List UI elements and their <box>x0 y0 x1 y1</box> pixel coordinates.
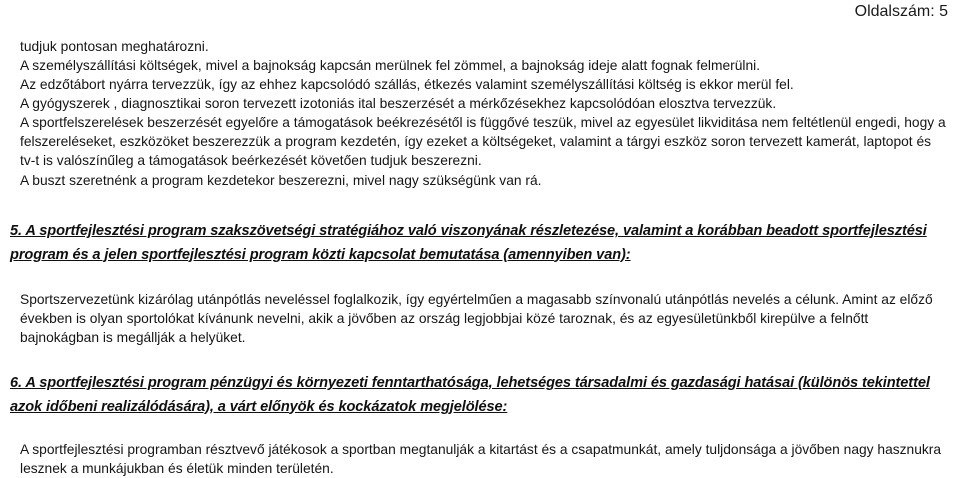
paragraph-bus: A buszt szeretnénk a program kezdetekor beszerezni, mivel nagy szükségünk van rá. <box>20 173 542 188</box>
paragraph-continuation: tudjuk pontosan meghatározni. <box>20 39 209 54</box>
section-6-body: A sportfejlesztési programban résztvevő játékosok a sportban megtanulják a kitartást és a csapatmunkát, amely tuljdonsága a jövőben nagy hasznukra lesznek a munkájukban és életük minden területén. <box>20 442 942 477</box>
paragraph-training-camp: Az edzőtábort nyárra tervezzük, így az ehhez kapcsolódó szállás, étkezés valamint személyszállítási költség is ekkor merül fel. <box>20 77 794 92</box>
page-number: Oldalszám: 5 <box>854 3 948 20</box>
paragraph-transport-costs: A személyszállítási költségek, mivel a bajnokság kapcsán merülnek fel zömmel, a bajnokság ideje alatt fognak felmerülni. <box>20 58 761 73</box>
section-6-heading: 6. A sportfejlesztési program pénzügyi és környezeti fenntarthatósága, lehetséges társadalmi és gazdasági hatásai (különös tekintettel azok időbeni realizálódására), a várt előnyök és kockázatok megjelölése: <box>10 375 930 415</box>
paragraph-medicine: A gyógyszerek , diagnosztikai soron tervezett izotoniás ital beszerzését a mérkőzésekhez kapcsolódóan elosztva tervezzük. <box>20 96 777 111</box>
section-5-body: Sportszervezetünk kizárólag utánpótlás neveléssel foglalkozik, így egyértelműen a magasabb színvonalú utánpótlás nevelés a célunk. Amint az előző években is olyan sportolókat kívánunk nevelni, akik a jövőben az ország legjobbjai közé taroznak, és az egyesületünkből kirepülve a felnőtt bajnokágban is megállják a helyüket. <box>20 292 933 346</box>
section-5-heading: 5. A sportfejlesztési program szakszövetségi stratégiához való viszonyának részletezése, valamint a korábban beadott sportfejlesztési program és a jelen sportfejlesztési program közti kapcsolat bemutatása (amennyiben van): <box>10 223 927 263</box>
paragraph-equipment: A sportfelszerelések beszerzését egyelőre a támogatások beékrezésétől is függővé teszük, mivel az egyesület likviditása nem feltétlenül engedi, hogy a felszereléseket, eszközöket beszerezzük a program kezdetén, így ezeket a költségeket, valamint a tárgyi eszköz soron tervezett kamerát, laptopot és tv-t is valószínűleg a támogatások beérkezését követően tudjuk beszerezni. <box>20 115 946 169</box>
